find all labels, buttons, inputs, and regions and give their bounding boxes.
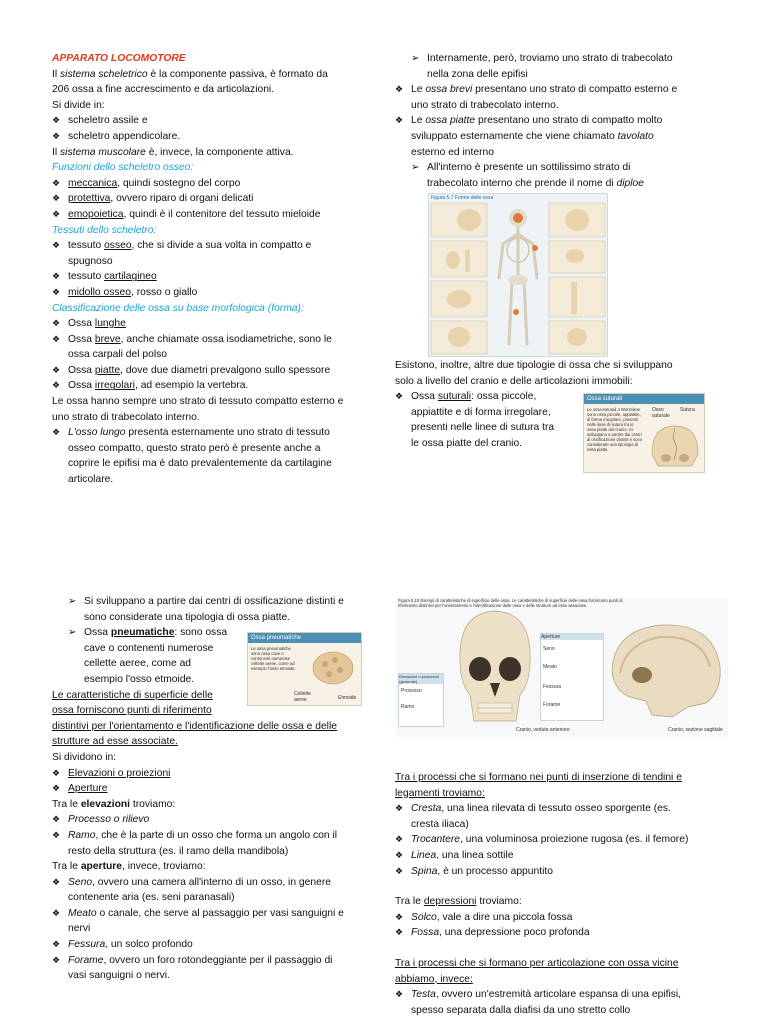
panel-label: Etmoide (338, 695, 357, 701)
list-item: ❖ tessuto cartilagineo (52, 269, 368, 285)
list-item: ❖ emopoietica, quindi è il contenitore del tessuto mieloide (52, 207, 368, 223)
table-header: Aperture (541, 634, 603, 640)
text-line: Il sistema muscolare è, invece, la componente attiva. (52, 146, 294, 158)
sub-list-item: ➢ Ossa pneumatiche: sono ossa cave o contenenti numerose cellette aeree, come ad esempio l'osso etmoide. (52, 625, 370, 687)
spacer (395, 941, 720, 956)
figure-caption: Figura 5.10 Esempi di caratteristiche di superficie delle ossa. Le caratteristiche di superficie delle ossa forniscono punti di riferimento distintivi per l'orientamento e l'identificazione delle ossa e delle strutture ad esse associate. (398, 598, 623, 608)
list-item: ❖ Spina, è un processo appuntito (395, 864, 720, 880)
pneumatic-bones-panel (247, 632, 362, 706)
text-line: solo a livello del cranio e delle articolazioni immobili: (395, 375, 633, 387)
panel-text: Le ossa pneumatiche sono ossa cave o contenenti numerose cellette aeree, come ad esempio l'osso etmoide. (251, 646, 296, 671)
spacer (395, 879, 720, 894)
list-item: ❖ Processo o rilievo (52, 812, 370, 828)
list-item: ❖ Linea, una linea sottile (395, 848, 720, 864)
skull-top-illustration (646, 420, 704, 470)
list-item: ❖ Le ossa piatte presentano uno strato di compatto molto sviluppato esternamente che viene chiamato tavolato esterno ed interno (395, 113, 715, 160)
list-item: ❖ Trocantere, una voluminosa proiezione rugosa (es. il femore) (395, 832, 720, 848)
list-item: ❖ Ossa lunghe (52, 316, 368, 332)
text-line: Le caratteristiche di superficie delle ossa forniscono punti di riferimento distintivi per l'orientamento e l'identificazione delle ossa e delle strutture ad esse associate. (52, 689, 337, 748)
list-item: ❖ Solco, vale a dire una piccola fossa (395, 910, 720, 926)
figure-label: Cranio, veduta anteriore (516, 727, 570, 733)
section-heading: Classificazione delle ossa su base morfologica (forma): (52, 302, 304, 314)
figure-caption: Figura 5.7 Forme delle ossa (431, 195, 494, 201)
list-item: ❖ protettiva, ovvero riparo di organi delicati (52, 191, 368, 207)
list-item: ❖ Cresta, una linea rilevata di tessuto osseo sporgente (es. cresta iliaca) (395, 801, 720, 832)
list-item: ❖ Ossa irregolari, ad esempio la vertebra. (52, 378, 368, 394)
section-bottom-right (395, 770, 720, 1018)
apertures-table (540, 633, 604, 721)
sub-list-item: ➢ Si sviluppano a partire dai centri di ossificazione distinti e sono considerate una tipologia di ossa piatte. (52, 594, 370, 625)
list-item: ❖ Meato o canale, che serve al passaggio per vasi sanguigni e nervi (52, 906, 370, 937)
skull-side-illustration (602, 617, 726, 727)
sutural-bones-panel (583, 393, 705, 473)
panel-label: Osso suturale (652, 407, 670, 419)
skull-surface-features-figure (396, 597, 728, 737)
list-item: ❖ meccanica, quindi sostegno del corpo (52, 176, 368, 192)
list-item: ❖ Fessura, un solco profondo (52, 937, 370, 953)
table-row: Ramo (401, 704, 415, 710)
list-item: ❖ Aperture (52, 781, 370, 797)
skeleton-illustration (429, 194, 607, 356)
table-row: Processo (401, 688, 422, 694)
document-title: APPARATO LOCOMOTORE (52, 53, 186, 64)
list-item: ❖ Fossa, una depressione poco profonda (395, 925, 720, 941)
table-row: Meato (543, 664, 557, 670)
sub-list-item: ➢ Internamente, però, troviamo uno strato di trabecolato nella zona delle epifisi (395, 51, 715, 82)
table-row: Forame (543, 702, 561, 708)
text-line: Il sistema scheletrico è la componente passiva, è formato da (52, 68, 328, 80)
list-item: ❖ Seno, ovvero una camera all'interno di un osso, in genere contenente aria (es. seni paranasali) (52, 875, 370, 906)
section-top-right (395, 51, 715, 191)
panel-title: Ossa suturali (584, 394, 704, 404)
sub-list-item: ➢ All'interno è presente un sottilissimo strato di trabecolato interno che prende il nome di diploe (395, 160, 715, 191)
table-row: Seno (543, 646, 555, 652)
list-item: ❖ Ossa piatte, dove due diametri prevalgono sullo spessore (52, 363, 368, 379)
panel-text: Le ossa suturali o Wormiane sono ossa piccole, appiattite, di forma irregolare, presenti nelle linee di sutura tra le ossa piatte del cranio. Si sviluppano a partire dai centri di ossificazione distinti e sono considerate una tipologia di ossa piatte. (587, 407, 643, 452)
list-item: ❖ scheletro appendicolare. (52, 129, 368, 145)
section-top-left (52, 51, 368, 488)
figure-label: Cranio, sezione sagittale (668, 727, 723, 733)
text-line: Tra le elevazioni troviamo: (52, 798, 176, 810)
text-line: Si dividono in: (52, 751, 117, 763)
text-line: Le ossa hanno sempre uno strato di tessuto compatto esterno e (52, 396, 344, 408)
list-item: ❖ Ramo, che è la parte di un osso che forma un angolo con il resto della struttura (es. il ramo della mandibola) (52, 828, 370, 859)
text-line: Tra le depressioni troviamo: (395, 896, 522, 908)
panel-label: Sutura (680, 407, 695, 413)
list-item: ❖ Ossa breve, anche chiamate ossa isodiametriche, sono le ossa carpali del polso (52, 332, 368, 363)
panel-label: Cellette aeree (294, 691, 311, 703)
text-line: Esistono, inoltre, altre due tipologie di ossa che si sviluppano (395, 360, 673, 371)
bone-shapes-figure (428, 193, 608, 357)
text-line: 206 ossa a fine accrescimento e da articolazioni. (52, 84, 275, 96)
list-item: ❖ Elevazioni o proiezioni (52, 766, 370, 782)
list-item: ❖ scheletro assile e (52, 113, 368, 129)
list-item: ❖ Ossa suturali: ossa piccole, appiattite e di forma irregolare, presenti nelle linee di sutura tra le ossa piatte del cranio. (395, 389, 581, 451)
ethmoid-illustration (303, 646, 359, 692)
section-heading: Funzioni dello scheletro osseo: (52, 162, 194, 174)
text-line: Tra le aperture, invece, troviamo: (52, 861, 206, 873)
list-item: ❖ tessuto osseo, che si divide a sua volta in compatto e spugnoso (52, 238, 368, 269)
text-line: uno strato di trabecolato interno. (52, 411, 200, 423)
skull-front-illustration (440, 603, 550, 733)
text-line: Tra i processi che si formano nei punti di inserzione di tendini e legamenti troviamo: (395, 772, 682, 799)
list-item: ❖ midollo osseo, rosso o giallo (52, 285, 368, 301)
text-line: Si divide in: (52, 99, 105, 111)
list-item: ❖ Le ossa brevi presentano uno strato di compatto esterno e uno strato di trabecolato interno. (395, 82, 715, 113)
section-heading: Tessuti dello scheletro: (52, 224, 157, 236)
list-item: ❖ Forame, ovvero un foro rotondeggiante per il passaggio di vasi sanguigni o nervi. (52, 953, 370, 984)
list-item: ❖ Testa, ovvero un'estremità articolare espansa di una epifisi, spesso separata dalla diafisi da uno stretto collo (395, 987, 720, 1018)
list-item: ❖ L'osso lungo presenta esternamente uno strato di tessuto osseo compatto, questo strato però è presente anche a coprire le epifisi ma è dato prevalentemente da cartilagine articolare. (52, 425, 368, 487)
elevations-table (398, 673, 444, 727)
table-row: Fessura (543, 684, 562, 690)
text-line: Tra i processi che si formano per articolazione con ossa vicine abbiamo, invece: (395, 957, 679, 985)
panel-title: Ossa pneumatiche (248, 633, 361, 643)
table-header: Elevazioni o proiezioni (generale) (399, 674, 443, 684)
